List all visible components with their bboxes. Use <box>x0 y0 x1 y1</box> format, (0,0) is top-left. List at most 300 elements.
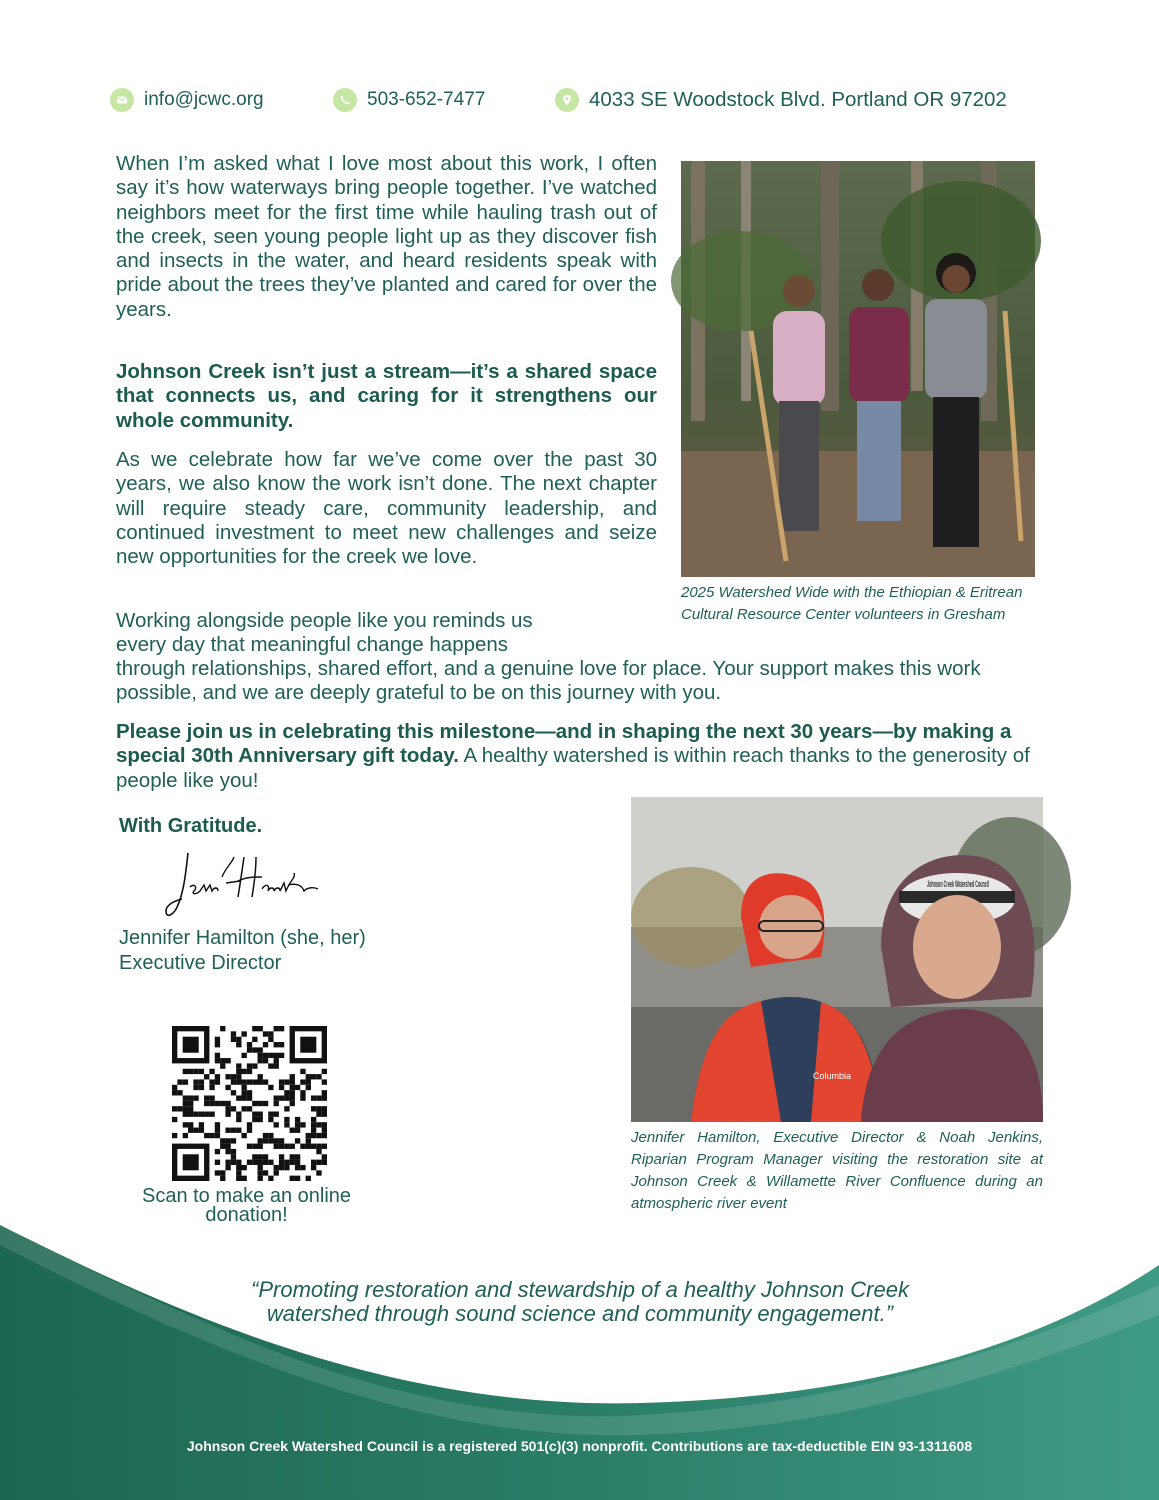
qr-module <box>177 1106 182 1111</box>
qr-module <box>258 1074 263 1079</box>
qr-module <box>241 1085 246 1090</box>
qr-module <box>284 1165 289 1170</box>
letter-paragraph-4-line-1: Working alongside people like you reminds us <box>116 609 533 632</box>
qr-module <box>306 1138 311 1143</box>
qr-module <box>247 1047 252 1052</box>
qr-module <box>183 1133 188 1138</box>
qr-module <box>279 1085 284 1090</box>
qr-module <box>300 1090 305 1095</box>
qr-module <box>295 1154 300 1159</box>
qr-module <box>300 1122 305 1127</box>
qr-module <box>300 1079 305 1084</box>
qr-module <box>274 1053 279 1058</box>
qr-module <box>241 1079 246 1084</box>
qr-module <box>209 1079 214 1084</box>
qr-module <box>225 1160 230 1165</box>
qr-module <box>204 1112 209 1117</box>
qr-module <box>311 1128 316 1133</box>
qr-module <box>172 1133 177 1138</box>
qr-module <box>193 1095 198 1100</box>
qr-module <box>215 1074 220 1079</box>
qr-module <box>247 1069 252 1074</box>
qr-module <box>274 1042 279 1047</box>
qr-module <box>231 1031 236 1036</box>
qr-module <box>284 1117 289 1122</box>
qr-module <box>274 1122 279 1127</box>
qr-module <box>295 1160 300 1165</box>
qr-module <box>236 1160 241 1165</box>
qr-module <box>241 1053 246 1058</box>
qr-module <box>236 1176 241 1181</box>
qr-module <box>209 1133 214 1138</box>
qr-module <box>231 1128 236 1133</box>
jacket-logo-text: Columbia <box>813 1071 852 1081</box>
qr-module <box>279 1138 284 1143</box>
qr-module <box>290 1144 295 1149</box>
qr-module <box>209 1085 214 1090</box>
donation-appeal <box>116 720 1052 793</box>
qr-module <box>236 1074 241 1079</box>
qr-module <box>252 1063 257 1068</box>
qr-module <box>258 1138 263 1143</box>
qr-module <box>188 1095 193 1100</box>
qr-module <box>316 1144 321 1149</box>
qr-module <box>252 1101 257 1106</box>
qr-module <box>172 1117 177 1122</box>
qr-module <box>204 1095 209 1100</box>
qr-module <box>284 1079 289 1084</box>
qr-module <box>258 1101 263 1106</box>
qr-module <box>199 1128 204 1133</box>
qr-module <box>247 1042 252 1047</box>
qr-module <box>306 1133 311 1138</box>
qr-module <box>311 1106 316 1111</box>
qr-module <box>295 1117 300 1122</box>
qr-module <box>268 1085 273 1090</box>
qr-module <box>225 1149 230 1154</box>
qr-module <box>279 1053 284 1058</box>
qr-module <box>177 1090 182 1095</box>
qr-module <box>231 1037 236 1042</box>
qr-module <box>236 1112 241 1117</box>
qr-module <box>290 1154 295 1159</box>
qr-module <box>274 1026 279 1031</box>
qr-module <box>284 1095 289 1100</box>
qr-module <box>225 1074 230 1079</box>
qr-module <box>236 1165 241 1170</box>
qr-module <box>300 1165 305 1170</box>
qr-module <box>290 1090 295 1095</box>
signature-text: Jennifer Hamilton <box>160 847 168 848</box>
letter-highlight: Johnson Creek isn’t just a stream—it’s a shared space that connects us, and caring for it strengthens our whole community. <box>116 360 657 432</box>
qr-module <box>188 1101 193 1106</box>
contact-phone[interactable] <box>333 88 485 112</box>
qr-module <box>199 1079 204 1084</box>
qr-module <box>247 1160 252 1165</box>
qr-module <box>236 1128 241 1133</box>
qr-module <box>311 1144 316 1149</box>
qr-module <box>311 1095 316 1100</box>
qr-module <box>247 1106 252 1111</box>
qr-module <box>284 1122 289 1127</box>
qr-module <box>316 1122 321 1127</box>
qr-module <box>290 1074 295 1079</box>
qr-module <box>252 1117 257 1122</box>
qr-module <box>188 1112 193 1117</box>
qr-module <box>316 1106 321 1111</box>
qr-module <box>231 1090 236 1095</box>
staff-selfie-photo <box>631 797 1043 1122</box>
qr-module <box>215 1149 220 1154</box>
qr-module <box>316 1133 321 1138</box>
qr-module <box>183 1101 188 1106</box>
qr-module <box>279 1095 284 1100</box>
qr-module <box>204 1101 209 1106</box>
qr-module <box>316 1095 321 1100</box>
qr-module <box>263 1053 268 1058</box>
qr-module <box>172 1106 177 1111</box>
qr-module <box>209 1095 214 1100</box>
qr-module <box>204 1133 209 1138</box>
qr-module <box>220 1144 225 1149</box>
qr-module <box>284 1106 289 1111</box>
qr-module <box>295 1176 300 1181</box>
qr-module <box>225 1144 230 1149</box>
qr-module <box>220 1058 225 1063</box>
qr-module <box>316 1074 321 1079</box>
qr-module <box>183 1106 188 1111</box>
volunteers-photo-caption: 2025 Watershed Wide with the Ethiopian & Eritrean Cultural Resource Center volunteers in Gresham <box>681 584 1023 623</box>
qr-module <box>322 1079 327 1084</box>
qr-module <box>241 1165 246 1170</box>
qr-module <box>268 1176 273 1181</box>
appeal-rest: A healthy watershed is within reach thanks to the generosity of people like you! <box>116 744 1030 792</box>
qr-module <box>263 1170 268 1175</box>
qr-module <box>258 1079 263 1084</box>
qr-module <box>274 1165 279 1170</box>
qr-module <box>215 1170 220 1175</box>
qr-module <box>274 1144 279 1149</box>
appeal-bold: Please join us in celebrating this milestone—and in shaping the next 30 years—by making a special 30th Anniversary gift today. <box>116 720 1012 768</box>
qr-module <box>225 1101 230 1106</box>
qr-module <box>199 1069 204 1074</box>
qr-module <box>236 1042 241 1047</box>
qr-module <box>322 1106 327 1111</box>
letter-paragraph-4-rest: through relationships, shared effort, and a genuine love for place. Your support makes this work possible, and we are deeply grateful to be on this journey with you. <box>116 657 981 705</box>
qr-module <box>274 1101 279 1106</box>
qr-module <box>279 1165 284 1170</box>
qr-module <box>215 1037 220 1042</box>
qr-module <box>193 1069 198 1074</box>
qr-module <box>322 1095 327 1100</box>
qr-module <box>322 1122 327 1127</box>
contact-address <box>555 88 1007 112</box>
qr-module <box>263 1154 268 1159</box>
footer-wave <box>0 1225 1159 1500</box>
qr-module <box>290 1079 295 1084</box>
qr-module <box>193 1079 198 1084</box>
letter-paragraph-3: As we celebrate how far we’ve come over the past 30 years, we also know the work isn’t done. The next chapter will require steady care, community leadership, and continued investment to meet new challenges and seize new opportunities for the creek we love. <box>116 448 657 569</box>
qr-module <box>247 1144 252 1149</box>
qr-module <box>193 1112 198 1117</box>
qr-module <box>193 1085 198 1090</box>
qr-module <box>252 1144 257 1149</box>
qr-module <box>268 1160 273 1165</box>
qr-module <box>241 1090 246 1095</box>
qr-module <box>268 1037 273 1042</box>
qr-module <box>252 1112 257 1117</box>
qr-module <box>274 1112 279 1117</box>
qr-module <box>247 1128 252 1133</box>
qr-module <box>215 1042 220 1047</box>
qr-module <box>183 1112 188 1117</box>
qr-module <box>284 1144 289 1149</box>
qr-module <box>236 1069 241 1074</box>
qr-module <box>225 1106 230 1111</box>
qr-module <box>263 1160 268 1165</box>
letter-paragraph-4-line-2: every day that meaningful change happens <box>116 633 509 656</box>
volunteers-photo <box>681 161 1035 577</box>
qr-module <box>316 1112 321 1117</box>
qr-module <box>258 1154 263 1159</box>
qr-module <box>225 1138 230 1143</box>
qr-module <box>306 1079 311 1084</box>
qr-module <box>316 1170 321 1175</box>
qr-module <box>263 1138 268 1143</box>
qr-module <box>258 1047 263 1052</box>
qr-module <box>311 1133 316 1138</box>
qr-module <box>236 1037 241 1042</box>
qr-module <box>279 1160 284 1165</box>
qr-module <box>322 1069 327 1074</box>
qr-module <box>284 1160 289 1165</box>
qr-module <box>290 1085 295 1090</box>
qr-module <box>252 1154 257 1159</box>
qr-module <box>322 1144 327 1149</box>
qr-module <box>290 1101 295 1106</box>
qr-module <box>295 1085 300 1090</box>
qr-label: Scan to make an online donation! <box>141 1185 352 1226</box>
qr-module <box>268 1112 273 1117</box>
qr-module <box>236 1170 241 1175</box>
email-text[interactable]: info@jcwc.org <box>144 89 264 110</box>
qr-module <box>258 1058 263 1063</box>
qr-module <box>172 1090 177 1095</box>
qr-module <box>274 1058 279 1063</box>
qr-module <box>284 1090 289 1095</box>
qr-module <box>279 1144 284 1149</box>
qr-module <box>252 1037 257 1042</box>
qr-module <box>209 1101 214 1106</box>
qr-module <box>220 1138 225 1143</box>
qr-module <box>290 1095 295 1100</box>
qr-module <box>268 1133 273 1138</box>
qr-module <box>241 1176 246 1181</box>
qr-module <box>258 1160 263 1165</box>
qr-module <box>231 1138 236 1143</box>
qr-module <box>274 1095 279 1100</box>
qr-module <box>215 1079 220 1084</box>
qr-module <box>252 1047 257 1052</box>
qr-module <box>300 1144 305 1149</box>
qr-module <box>236 1079 241 1084</box>
qr-module <box>322 1133 327 1138</box>
qr-module <box>295 1138 300 1143</box>
qr-module <box>220 1026 225 1031</box>
qr-module <box>306 1144 311 1149</box>
qr-module <box>311 1117 316 1122</box>
qr-module <box>258 1170 263 1175</box>
qr-module <box>258 1112 263 1117</box>
qr-module <box>183 1095 188 1100</box>
qr-module <box>247 1122 252 1127</box>
qr-module <box>274 1138 279 1143</box>
qr-module <box>290 1128 295 1133</box>
qr-module <box>316 1149 321 1154</box>
donation-qr-code[interactable] <box>172 1026 327 1181</box>
qr-module <box>231 1149 236 1154</box>
staff-photo-caption: Jennifer Hamilton, Executive Director & Noah Jenkins, Riparian Program Manager visiting the restoration site at Johnson Creek & Willamette River Confluence during an atmospheric river event <box>631 1129 1043 1212</box>
qr-module <box>220 1176 225 1181</box>
qr-module <box>322 1128 327 1133</box>
qr-module <box>263 1031 268 1036</box>
qr-module <box>188 1122 193 1127</box>
qr-module <box>209 1112 214 1117</box>
signature <box>160 847 330 925</box>
qr-module <box>322 1160 327 1165</box>
footer-nonprofit-statement: Johnson Creek Watershed Council is a registered 501(c)(3) nonprofit. Contributions are tax-deductible EIN 93-1311608 <box>186 1438 973 1454</box>
qr-module <box>279 1042 284 1047</box>
qr-module <box>316 1160 321 1165</box>
address-text: 4033 SE Woodstock Blvd. Portland OR 97202 <box>589 88 1007 111</box>
qr-module <box>258 1165 263 1170</box>
qr-module <box>209 1069 214 1074</box>
qr-module <box>263 1101 268 1106</box>
qr-module <box>241 1106 246 1111</box>
qr-module <box>183 1069 188 1074</box>
signer-name: Jennifer Hamilton (she, her) <box>119 927 366 949</box>
qr-module <box>215 1128 220 1133</box>
qr-module <box>279 1079 284 1084</box>
qr-module <box>263 1042 268 1047</box>
qr-module <box>225 1112 230 1117</box>
qr-module <box>215 1122 220 1127</box>
qr-module <box>231 1074 236 1079</box>
closing-text: With Gratitude. <box>119 815 263 837</box>
qr-module <box>258 1117 263 1122</box>
qr-module <box>258 1144 263 1149</box>
qr-module <box>215 1058 220 1063</box>
qr-module <box>236 1117 241 1122</box>
location-pin-icon <box>555 88 579 112</box>
qr-module <box>263 1079 268 1084</box>
qr-module <box>268 1117 273 1122</box>
qr-module <box>322 1090 327 1095</box>
phone-icon <box>333 88 357 112</box>
qr-module <box>306 1085 311 1090</box>
qr-module <box>241 1095 246 1100</box>
qr-module <box>188 1128 193 1133</box>
qr-module <box>268 1138 273 1143</box>
qr-module <box>225 1058 230 1063</box>
qr-module <box>220 1063 225 1068</box>
qr-module <box>241 1031 246 1036</box>
qr-module <box>263 1133 268 1138</box>
qr-module <box>236 1063 241 1068</box>
qr-module <box>311 1165 316 1170</box>
qr-module <box>247 1090 252 1095</box>
qr-module <box>258 1176 263 1181</box>
mail-icon <box>110 88 134 112</box>
qr-module <box>295 1165 300 1170</box>
qr-module <box>252 1026 257 1031</box>
qr-module <box>258 1053 263 1058</box>
qr-module <box>300 1095 305 1100</box>
qr-module <box>279 1154 284 1159</box>
qr-module <box>193 1128 198 1133</box>
qr-module <box>172 1085 177 1090</box>
qr-module <box>322 1154 327 1159</box>
cap-logo-text: Johnson Creek Watershed Council <box>927 879 989 889</box>
qr-module <box>199 1112 204 1117</box>
qr-module <box>199 1122 204 1127</box>
qr-module <box>311 1074 316 1079</box>
qr-module <box>290 1176 295 1181</box>
qr-module <box>252 1160 257 1165</box>
qr-module <box>215 1053 220 1058</box>
qr-module <box>247 1095 252 1100</box>
qr-module <box>295 1128 300 1133</box>
qr-module <box>295 1122 300 1127</box>
qr-module <box>268 1053 273 1058</box>
mission-quote: “Promoting restoration and stewardship of a healthy Johnson Creek watershed through sound science and community engagement.” <box>251 1277 909 1326</box>
qr-module <box>236 1095 241 1100</box>
qr-module <box>225 1128 230 1133</box>
qr-module <box>188 1106 193 1111</box>
qr-module <box>258 1026 263 1031</box>
qr-module <box>268 1063 273 1068</box>
qr-module <box>220 1170 225 1175</box>
qr-module <box>279 1026 284 1031</box>
qr-module <box>252 1079 257 1084</box>
qr-module <box>241 1133 246 1138</box>
qr-module <box>204 1074 209 1079</box>
qr-module <box>215 1133 220 1138</box>
qr-module <box>215 1101 220 1106</box>
qr-module <box>177 1079 182 1084</box>
qr-module <box>231 1106 236 1111</box>
contact-email[interactable] <box>110 88 264 112</box>
qr-module <box>215 1160 220 1165</box>
letter-paragraph-1: When I’m asked what I love most about this work, I often say it’s how waterways bring people together. I’ve watched neighbors meet for the first time while hauling trash out of the creek, seen young people light up as they discover fish and insects in the water, and heard residents speak with pride about the trees they’ve planted and cared for over the years. <box>116 152 657 321</box>
qr-module <box>322 1112 327 1117</box>
qr-module <box>247 1079 252 1084</box>
qr-module <box>231 1154 236 1159</box>
qr-module <box>263 1058 268 1063</box>
qr-module <box>268 1031 273 1036</box>
qr-module <box>274 1170 279 1175</box>
phone-text[interactable]: 503-652-7477 <box>367 89 486 110</box>
qr-module <box>306 1176 311 1181</box>
qr-module <box>199 1085 204 1090</box>
qr-module <box>231 1160 236 1165</box>
qr-module <box>183 1079 188 1084</box>
qr-module <box>300 1069 305 1074</box>
signer-title: Executive Director <box>119 952 282 974</box>
qr-module <box>231 1079 236 1084</box>
qr-module <box>311 1160 316 1165</box>
qr-module <box>247 1063 252 1068</box>
